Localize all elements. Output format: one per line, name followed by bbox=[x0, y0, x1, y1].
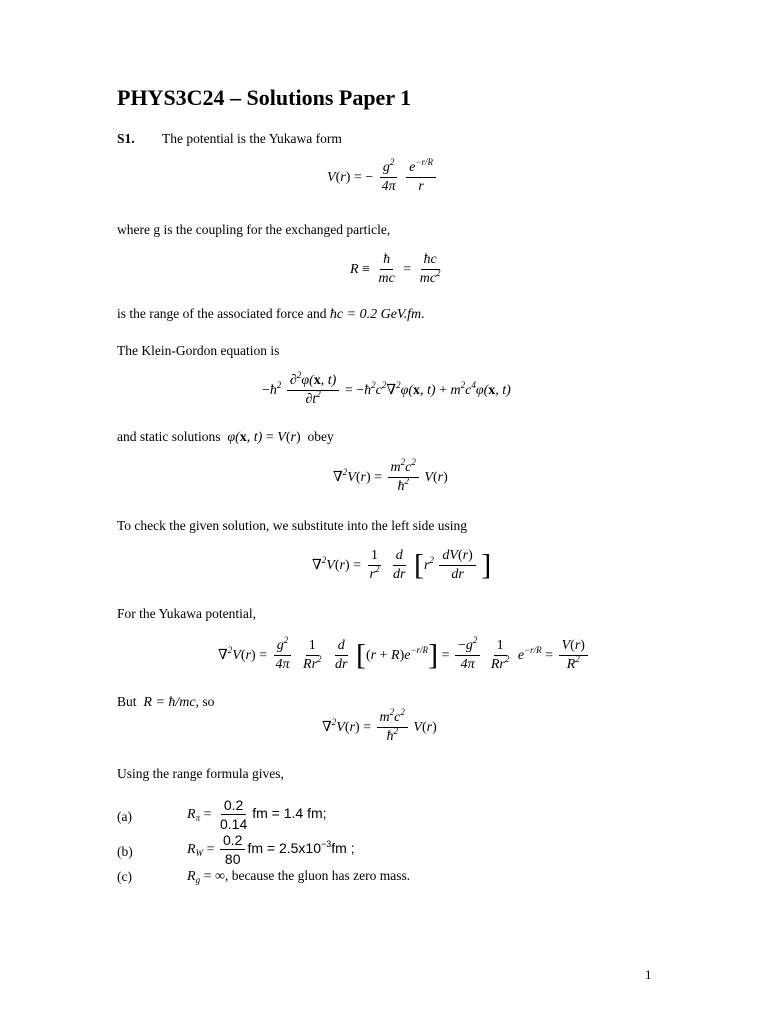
equation-static: ∇$^2$V(r) = $\frac{m^2c^2}{ħ^2}$ V(r) bbox=[333, 457, 448, 495]
result-c-label: (c) bbox=[117, 869, 132, 884]
result-a-label: (a) bbox=[117, 809, 132, 824]
hc-value: ħc = 0.2 GeV.fm bbox=[329, 307, 422, 322]
paragraph-check: To check the given solution, we substitute into the left side using bbox=[117, 518, 467, 533]
paragraph-static: and static solutions φ(x, t) = V(r) obey bbox=[117, 429, 334, 445]
paragraph-range: is the range of the associated force and ħc = 0.2 GeV.fm. bbox=[117, 306, 425, 322]
equation-yukawa: V(r) = − $\frac{g^2}{4\pi}$ $\frac{e^{-r/R}}{r}$ bbox=[327, 160, 438, 195]
equation-klein-gordon: $-ħ^2$ $\frac{\partial^2\varphi(x, t)}{\partial t^2}$ = $-ħ^2c^2\nabla^2\varphi(x$, $t) + m^2c^4\varphi(x$, t) bbox=[262, 370, 511, 408]
paragraph-where: where g is the coupling for the exchanged particle, bbox=[117, 222, 391, 237]
page-number: 1 bbox=[645, 967, 652, 982]
equation-yukawa-laplacian: ∇$^2$V(r) = $\frac{g^2}{4\pi}$ $\frac{1}{Rr^2}$ $\frac{d}{dr}$ $[(r + R)e^{-r/R}]$ = $\frac{-g^2}{4\pi}$ $\frac{1}{Rr^2}$ $e^{-r/R}$ = $\frac{V(r)}{R^2}$ bbox=[218, 638, 590, 673]
equation-result: ∇$^2$V(r) = $\frac{m^2c^2}{ħ^2}$ V(r) bbox=[322, 707, 437, 745]
section-label: S1. bbox=[117, 131, 135, 146]
equation-range: R ≡ $\frac{ħ}{mc}$ = $\frac{ħc}{mc^2}$ bbox=[350, 252, 441, 287]
result-b-label: (b) bbox=[117, 844, 133, 859]
result-c: $R_g$ = ∞, because the gluon has zero mass. bbox=[187, 868, 411, 885]
page-title: PHYS3C24 – Solutions Paper 1 bbox=[117, 85, 412, 110]
result-a: $R_\pi$ = $\frac{0.2}{0.14}$ fm = 1.4 fm; bbox=[187, 797, 327, 833]
paragraph-using: Using the range formula gives, bbox=[117, 766, 284, 781]
range-relation: R = ħ/mc bbox=[143, 695, 196, 710]
section-intro: The potential is the Yukawa form bbox=[162, 131, 342, 146]
paragraph-yukawa: For the Yukawa potential, bbox=[117, 606, 256, 621]
paragraph-but: But R = ħ/mc, so bbox=[117, 694, 215, 710]
equation-laplacian: ∇$^2$V(r) = $\frac{1}{r^2}$ $\frac{d}{dr}$ [$r^2$ $\frac{dV(r)}{dr}$ ] bbox=[312, 548, 492, 583]
paragraph-klein-gordon: The Klein-Gordon equation is bbox=[117, 343, 280, 358]
result-b: $R_W$ = $\frac{0.2}{80}$ fm = $2.5x10^{-3}fm$ ; bbox=[187, 832, 355, 868]
